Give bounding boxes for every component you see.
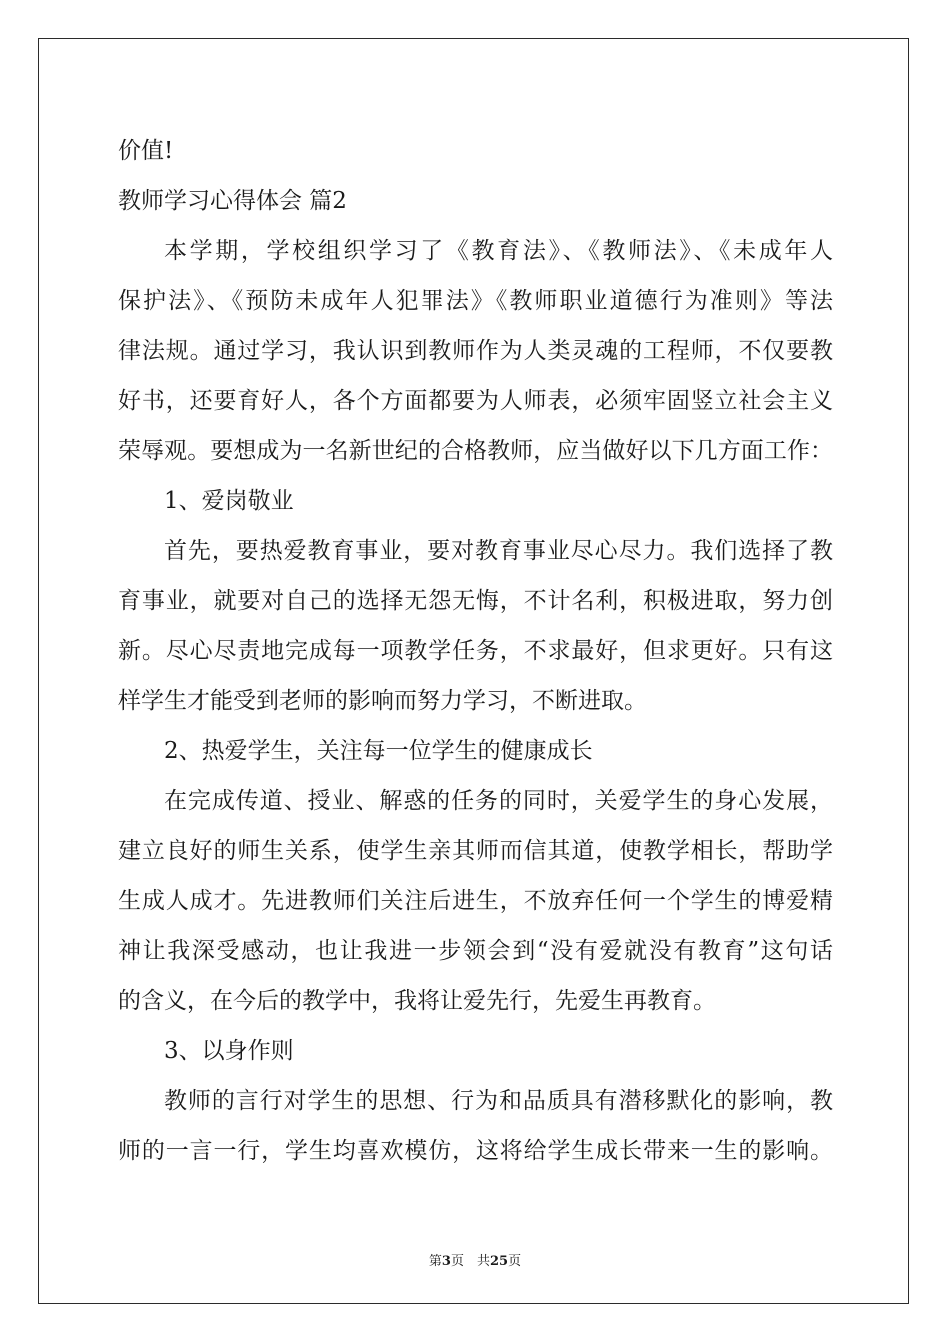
text-line-20: 教师的言行对学生的思想、行为和品质具有潜移默化的影响，教	[164, 1088, 833, 1114]
section-heading: 教师学习心得体会 篇2	[118, 188, 347, 214]
text-line-18: 的含义，在今后的教学中，我将让爱先行，先爱生再教育。	[118, 988, 716, 1014]
subheading-2: 2、热爱学生，关注每一位学生的健康成长	[164, 738, 593, 764]
text-line-4: 保护法》、《预防未成年人犯罪法》《教师职业道德行为准则》等法	[118, 288, 833, 314]
text-line-14: 在完成传道、授业、解惑的任务的同时，关爱学生的身心发展，	[164, 788, 833, 814]
subheading-1: 1、爱岗敬业	[164, 488, 294, 514]
text-line-7: 荣辱观。要想成为一名新世纪的合格教师，应当做好以下几方面工作：	[118, 438, 833, 464]
footer-prefix: 第	[428, 1254, 442, 1269]
text-line-9: 首先，要热爱教育事业，要对教育事业尽心尽力。我们选择了教	[164, 538, 833, 564]
text-line-16: 生成人成才。先进教师们关注后进生，不放弃任何一个学生的博爱精	[118, 888, 833, 914]
text-line-3: 本学期，学校组织学习了《教育法》、《教师法》、《未成年人	[164, 238, 833, 264]
page-footer	[0, 1250, 950, 1269]
text-line-5: 律法规。通过学习，我认识到教师作为人类灵魂的工程师，不仅要教	[118, 338, 833, 364]
text-line-6: 好书，还要育好人，各个方面都要为人师表，必须牢固竖立社会主义	[118, 388, 833, 414]
footer-total-pages: 25	[489, 1254, 509, 1269]
text-line-21: 师的一言一行，学生均喜欢模仿，这将给学生成长带来一生的影响。	[118, 1138, 833, 1164]
document-body	[118, 126, 833, 1176]
text-line-17: 神让我深受感动，也让我进一步领会到“没有爱就没有教育”这句话	[118, 938, 833, 964]
text-line-10: 育事业，就要对自己的选择无怨无悔，不计名利，积极进取，努力创	[118, 588, 833, 614]
text-line-11: 新。尽心尽责地完成每一项教学任务，不求最好，但求更好。只有这	[118, 638, 833, 664]
footer-mid: 页 共	[450, 1254, 490, 1269]
text-line-15: 建立良好的师生关系，使学生亲其师而信其道，使教学相长，帮助学	[118, 838, 833, 864]
text-line-1: 价值!	[118, 138, 174, 164]
footer-page-number: 3	[441, 1254, 451, 1269]
footer-suffix: 页	[508, 1254, 522, 1269]
subheading-3: 3、以身作则	[164, 1038, 294, 1064]
text-line-12: 样学生才能受到老师的影响而努力学习，不断进取。	[118, 688, 647, 714]
